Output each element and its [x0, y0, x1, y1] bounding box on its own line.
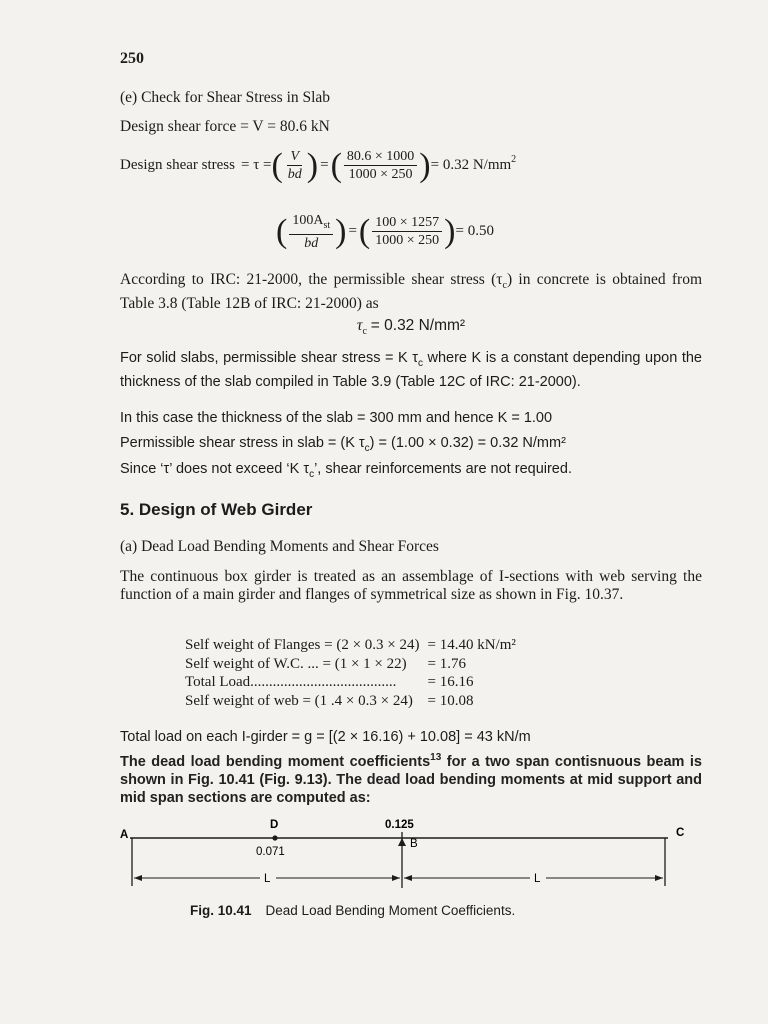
point-d: [272, 835, 277, 840]
label-b: B: [410, 838, 418, 850]
equals-sign: =: [348, 223, 357, 240]
irc-intro-paragraph: [120, 271, 702, 313]
arrow-left: [134, 875, 142, 881]
arrow-right: [655, 875, 663, 881]
paren-open: (: [358, 212, 371, 250]
paren-close: ): [335, 212, 347, 250]
fraction-ast-bd: [289, 212, 333, 252]
fraction-v-bd: [285, 148, 305, 183]
thickness-line: In this case the thickness of the slab = 300 mm and hence K = 1.00: [120, 410, 553, 426]
shear-stress-label: Design shear stress: [120, 157, 235, 173]
coef-mid-span: 0.071: [256, 846, 285, 858]
frac-numerator: 80.6 × 1000: [344, 148, 417, 166]
solid-slabs-paragraph: [120, 349, 702, 391]
shear-result: = 0.32 N/mm: [430, 157, 512, 173]
load-value: = 10.08: [427, 692, 474, 709]
dead-load-paragraph: [120, 749, 702, 807]
ratio-equation: [276, 212, 494, 252]
ratio-result: = 0.50: [455, 223, 494, 240]
text-fragment: The dead load bending moment coefficients: [120, 753, 431, 770]
subscript-c: c: [362, 326, 367, 338]
tau-c-equation: [120, 317, 702, 337]
label-d: D: [270, 819, 279, 831]
superscript-2: 2: [511, 154, 517, 165]
tau-symbol: τ: [356, 317, 363, 334]
text-fragment: for a two span contisnuous beam is shown in Fig. 10.41 (Fig. 9.13). The dead load bending moments at mid support and mid span sections are computed as:: [120, 753, 702, 806]
ratio-num-text: 100A: [292, 213, 324, 228]
load-row: [185, 692, 520, 711]
section-heading: 5. Design of Web Girder: [120, 500, 313, 519]
shear-eq-lhs: = τ =: [240, 157, 272, 173]
subscript-c: c: [502, 280, 507, 292]
ratio-subscript: st: [323, 219, 331, 231]
caption-number: Fig. 10.41: [190, 903, 252, 918]
text-fragment: For solid slabs, permissible shear stress = K τ: [120, 350, 418, 366]
text-fragment: Permissible shear stress in slab = (K τ: [120, 435, 365, 451]
subscript-c: c: [417, 357, 423, 369]
fraction-values: [344, 148, 417, 183]
beam-diagram: [110, 810, 700, 895]
paren-close: ): [444, 212, 456, 250]
support-b-arrow: [398, 838, 406, 846]
span-left-label: L: [264, 873, 271, 885]
paren-open: (: [276, 212, 288, 250]
arrow-left: [404, 875, 412, 881]
load-label: Self weight of Flanges = (2 × 0.3 × 24): [185, 637, 420, 653]
label-c: C: [676, 827, 685, 839]
paren-close: ): [306, 146, 319, 184]
caption-text: Dead Load Bending Moment Coefficients.: [265, 903, 516, 918]
subsection-title: (a) Dead Load Bending Moments and Shear Forces: [120, 538, 439, 555]
frac-numerator: [289, 212, 333, 235]
equals-sign: =: [320, 157, 329, 173]
coef-mid-support: 0.125: [385, 819, 414, 831]
subscript-c: c: [309, 468, 315, 480]
load-row: [185, 636, 520, 655]
frac-denominator: 1000 × 250: [375, 233, 440, 249]
paren-open: (: [330, 146, 342, 184]
load-label: Self weight of web = (1 .4 × 0.3 × 24): [185, 692, 413, 709]
frac-numerator: V: [287, 148, 302, 166]
text-fragment: ’, shear reinforcements are not required.: [314, 461, 572, 477]
frac-numerator: 100 × 1257: [372, 214, 442, 232]
span-right-label: L: [534, 873, 541, 885]
load-row: [185, 655, 520, 674]
arrow-right: [392, 875, 400, 881]
load-label: Total Load.......................................: [185, 674, 397, 690]
since-line: [120, 461, 572, 480]
permissible-shear-line: [120, 435, 566, 454]
text-fragment: ) = (1.00 × 0.32) = 0.32 N/mm²: [369, 435, 566, 451]
load-value: = 16.16: [427, 674, 474, 690]
text-fragment: According to IRC: 21-2000, the permissible shear stress (τ: [120, 271, 503, 288]
load-value: = 14.40 kN/m²: [427, 637, 516, 653]
frac-denominator: bd: [304, 235, 319, 251]
figure-caption: [190, 903, 515, 918]
page-number: 250: [120, 50, 144, 67]
label-a: A: [120, 829, 129, 841]
tau-c-value: = 0.32 N/mm²: [370, 317, 466, 334]
frac-denominator: bd: [287, 167, 302, 182]
shear-stress-equation: [120, 148, 516, 183]
load-row: [185, 673, 520, 692]
paren-close: ): [419, 146, 431, 184]
frac-denominator: 1000 × 250: [348, 167, 413, 182]
text-fragment: where K is a constant depending upon the thickness of the slab compiled in Table 3.9 (Table 12C of IRC: 21-2000).: [120, 350, 702, 390]
reference-superscript: 13: [430, 752, 442, 763]
text-fragment: Since ‘τ’ does not exceed ‘K τ: [120, 461, 310, 477]
load-table: [185, 636, 520, 710]
fraction-values: [372, 214, 442, 249]
load-value: = 1.76: [427, 655, 466, 672]
load-label: Self weight of W.C. ... = (1 × 1 × 22): [185, 655, 407, 672]
paren-open: (: [271, 146, 283, 184]
text-fragment: ) in concrete is obtained from Table 3.8 (Table 12B of IRC: 21-2000) as: [120, 271, 703, 313]
design-shear-force: Design shear force = V = 80.6 kN: [120, 118, 330, 135]
section-e-title: (e) Check for Shear Stress in Slab: [120, 89, 331, 106]
box-girder-paragraph: The continuous box girder is treated as an assemblage of I-sections with web serving the function of a main girder and flanges of symmetrical size as shown in Fig. 10.37.: [120, 568, 702, 603]
subscript-c: c: [364, 442, 370, 454]
total-load-line: Total load on each I-girder = g = [(2 × 16.16) + 10.08] = 43 kN/m: [120, 729, 531, 745]
